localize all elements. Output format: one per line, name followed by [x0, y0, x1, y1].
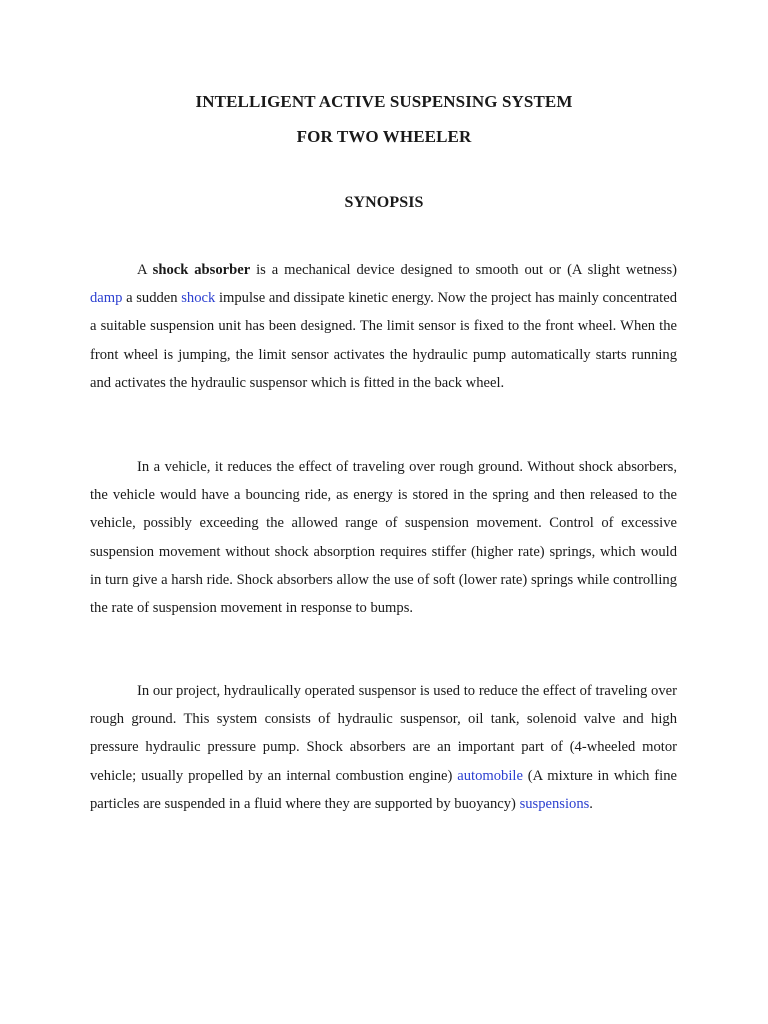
- link-suspensions[interactable]: suspensions: [519, 795, 590, 812]
- paragraph-1-text-a: A: [137, 262, 153, 278]
- paragraph-1: [90, 256, 677, 397]
- paragraph-1-text-d: impulse and dissipate kinetic energy. Now the project has mainly concentrated a suitable suspension unit has been designed. The limit sensor is fixed to the front wheel. When the front wheel is jumping, the limit sensor activates the hydraulic pump automatically starts running and activates the hydraulic suspensor which is fitted in the back wheel.: [90, 290, 677, 391]
- bold-term-shock-absorber: shock absorber: [152, 262, 251, 278]
- paragraph-3-text-a: In our project, hydraulically operated suspensor is used to reduce the effect of traveling over rough ground. This system consists of hydraulic suspensor, oil tank, solenoid valve and high pressure hydraulic pressure pump. Shock absorbers are an important part of (4-wheeled motor vehicle; usually propelled by an internal combustion engine): [90, 683, 677, 784]
- document-title-line-1: INTELLIGENT ACTIVE SUSPENSING SYSTEM: [195, 92, 573, 111]
- paragraph-3-text-b: (A mixture in which fine particles are suspended in a fluid where they are supported by buoyancy): [90, 767, 677, 812]
- paragraph-1-text-c: a sudden: [122, 290, 182, 307]
- section-heading-synopsis: SYNOPSIS: [344, 194, 424, 211]
- paragraph-3-text-c: .: [589, 795, 593, 812]
- link-damp[interactable]: damp: [90, 290, 123, 307]
- paragraph-2: In a vehicle, it reduces the effect of traveling over rough ground. Without shock absorbers, the vehicle would have a bouncing ride, as energy is stored in the spring and then released to the vehicle, possibly exceeding the allowed range of suspension movement. Control of excessive suspension movement without shock absorption requires stiffer (higher rate) springs, which would in turn give a harsh ride. Shock absorbers allow the use of soft (lower rate) springs while controlling the rate of suspension movement in response to bumps.: [90, 459, 677, 617]
- document-title-line-2: FOR TWO WHEELER: [296, 127, 472, 146]
- paragraph-3: [90, 677, 677, 818]
- link-automobile[interactable]: automobile: [457, 767, 523, 784]
- link-shock[interactable]: shock: [181, 290, 216, 307]
- paragraph-1-text-b: is a mechanical device designed to smooth out or (A slight wetness): [250, 262, 677, 278]
